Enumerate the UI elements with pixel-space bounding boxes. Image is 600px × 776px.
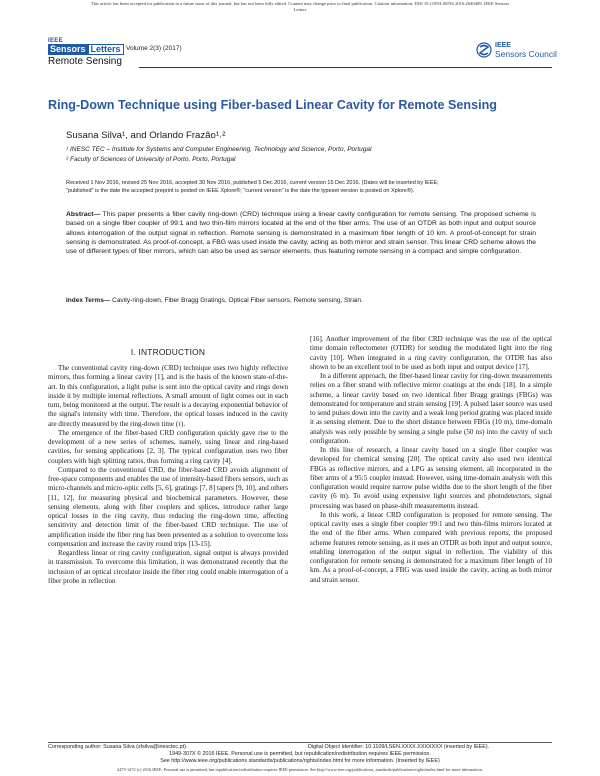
- brand-sensors: Sensors: [50, 44, 86, 54]
- section-rule: [139, 67, 552, 68]
- abstract: [66, 210, 536, 256]
- intro-paragraph-6: In a different approach, the fiber-based linear cavity for ring-down measurements relies on a fiber strand with reflective mirror coatings at the ends [18]. In a simple scheme, a linear cavity based on two identical fiber Bragg gratings (FBGs) was demonstrated for temperature and strain sensing [19]. A pulsed laser source was used to send pulses down into the cavity and a weak long period grating was placed inside it as sensing element. Due to the short distance between FBGs (10 m), time-domain analysis was only possible by sensing a single pulse (50 ns) into the cavity of such configuration.: [310, 372, 552, 445]
- logo-council-text: Sensors Council: [495, 48, 557, 59]
- logo-ieee-text: IEEE: [495, 41, 511, 49]
- section-label: Remote Sensing: [48, 56, 122, 67]
- right-column: [310, 335, 552, 585]
- bottom-notice: 2475-1472 (c) 2016 IEEE. Personal use is permitted, but republication/redistribution requires IEEE permission. See http://www.ieee.org/publications_standards/publications/rights/index.html for more information.: [117, 767, 483, 772]
- intro-paragraph-4: Regardless linear or ring cavity configuration, signal output is always provided in transmission. To overcome this limitation, it was demonstrated recently that the inclusion of an optical circulator inside the fiber ring could enable interrogation of a fiber probe in reflection: [48, 549, 288, 585]
- dates-line-1: Received 1 Nov 2016, revised 25 Nov 2016, accepted 30 Nov 2016, published 5 Dec 2016, current version 15 Dec 2016. (Dates will be inserted by IEEE;: [66, 180, 439, 186]
- affiliation-1: ¹ INESC TEC – Institute for Systems and Computer Engineering, Technology and Science, Porto, Portugal: [66, 146, 372, 153]
- section-heading-introduction: I. INTRODUCTION: [130, 347, 206, 357]
- corresponding-author: Corresponding author: Susana Silva (sfsilva@inesctec.pt).: [48, 744, 188, 750]
- paper-title: Ring-Down Technique using Fiber-based Linear Cavity for Remote Sensing: [48, 98, 497, 112]
- publication-dates: [66, 180, 536, 195]
- intro-paragraph-3: Compared to the conventional CRD, the fiber-based CRD avoids alignment of free-space components and enables the use of intensity-based fibers sensors, such as micro-channels and micro-optic cells [5, 6], gratings [7, 8] tapers [9, 10], and others [11, 12], for measuring physical and biochemical parameters. However, these sensing elements, along with fiber couplers and splices, introduce rather large optical losses in the ring cavity, thus reducing the ring-down time, affecting sensitivity and detection limit of the fiber-based CRD technique. The use of amplification inside the fiber ring has been presented as a solution to overcome loss compensation and increase the cavity round trips [13-15].: [48, 465, 288, 548]
- journal-ieee-label: IEEE: [48, 38, 63, 44]
- council-logo-icon: [476, 42, 492, 58]
- journal-brand: [48, 44, 124, 55]
- copyright-line-1: 1949-307X © 2016 IEEE. Personal use is permitted, but republication/redistribution requires IEEE permission.: [169, 751, 431, 757]
- intro-paragraph-5: [16]. Another improvement of the fiber CRD technique was the use of the optical time domain reflectometer (OTDR) for sending the modulated light into the ring cavity [10]. When integrated in a ring cavity configuration, the OTDR has also shown to be an excellent tool to be used as both input and output device [17].: [310, 335, 552, 371]
- index-terms-text: Cavity-ring-down, Fiber Bragg Gratings, Optical Fiber sensors, Remote sensing, Strain.: [110, 297, 363, 304]
- abstract-text: This paper presents a fiber cavity ring-down (CRD) technique using a linear cavity configuration for remote sensing. The proposed scheme is based on a single fiber coupler of 99:1 and two thin-film mirrors located at the end of the fiber arms. The use of an OTDR as both input and output source allows interrogation of the output signal in reflection. Remote sensing is demonstrated in a maximum fiber length of 10 km. A proof-of-concept for strain sensing is demonstrated. As proof-of-concept, a FBG was used inside the cavity, acting as both mirror and strain sensor. This linear CRD scheme allows the use of different types of fiber mirrors, which can also be used as sensor elements, thus featuring remote sensing in a compact and simple configuration.: [66, 211, 536, 256]
- paper-authors: Susana Silva¹, and Orlando Frazão¹˒²: [66, 130, 226, 141]
- doi-note: Digital Object Identifier: 10.1109/LSEN.XXXX.XXXXXXX (inserted by IEEE).: [308, 744, 490, 750]
- index-terms: [66, 297, 536, 304]
- index-terms-label: Index Terms—: [66, 297, 111, 304]
- dates-line-2: "published" is the date the accepted preprint is posted on IEEE Xplore®; "current version" is the date the typeset version is posted on Xplore®).: [66, 187, 415, 194]
- sensors-council-logo: [476, 38, 576, 62]
- copyright-line-2: See http://www.ieee.org/publications standards/publications/rights/index.html for more information. (Inserted by IEEE): [160, 758, 440, 764]
- footer-rule: [48, 742, 552, 743]
- intro-paragraph-1: The conventional cavity ring-down (CRD) technique uses two highly reflective mirrors, thus forming a linear cavity [1], and is the basis of the known state-of-the-art. In this configuration, a light pulse is sent into the optical cavity and rings down inside it by multiple internal reflections. A small amount of light comes out in each turn, being monitored at the output. The result is a decaying exponential behavior of the signal's intensity with time. Therefore, the optical losses induced in the cavity are directly measured by the ring-down time (τ).: [48, 364, 288, 428]
- left-column: [48, 364, 288, 586]
- abstract-label: Abstract—: [66, 211, 101, 218]
- intro-paragraph-8: In this work, a linear CRD configuration is proposed for remote sensing. The optical cavity uses a single fiber coupler 99:1 and two thin-films mirrors located at the end of the fiber arms. When compared with previous reports, the proposed scheme features remote sensing, as it uses an OTDR as both input and output source, enabling interrogation of the output signal in reflection. The viability of this configuration for remote sensing is demonstrated for a maximum fiber length of 10 km. As a proof-of-concept, a FBG was used inside the cavity, acting as both mirror and strain sensor.: [310, 510, 552, 584]
- intro-paragraph-7: In this line of research, a linear cavity based on a single fiber coupler was developed for chemical sensing [20]. The optical cavity also used two identical FBGs as reflective mirrors, and a LPG as sensing element, all incorporated in the fiber arms of a 95:5 coupler instead. However, using time-domain analysis with this configuration would require narrow pulse widths due to the short length of the fiber cavity (6 m). To avoid using expensive light sources and photodetectors, signal processing was based on phase-shift measurements instead.: [310, 446, 552, 510]
- intro-paragraph-2: The emergence of the fiber-based CRD configuration quickly gave rise to the development of a new series of schemes, namely, using linear and ring-based cavities, for sensing applications [2, 3]. The typical configuration uses two fiber couplers with high splitting ratios, thus forming a ring cavity [4].: [48, 428, 288, 465]
- volume-label: Volume 2(3) (2017): [126, 45, 182, 52]
- affiliation-2: ² Faculty of Sciences of University of Porto, Porto, Portugal: [66, 156, 236, 163]
- top-notice: This article has been accepted for publication in a future issue of this journal, but has not been fully edited. Content may change prior to final publication. Citation information: DOI 10.1109/LSENS.2016.2640409, IEEE Sensors Letters: [90, 1, 510, 12]
- brand-letters: Letters: [88, 44, 124, 55]
